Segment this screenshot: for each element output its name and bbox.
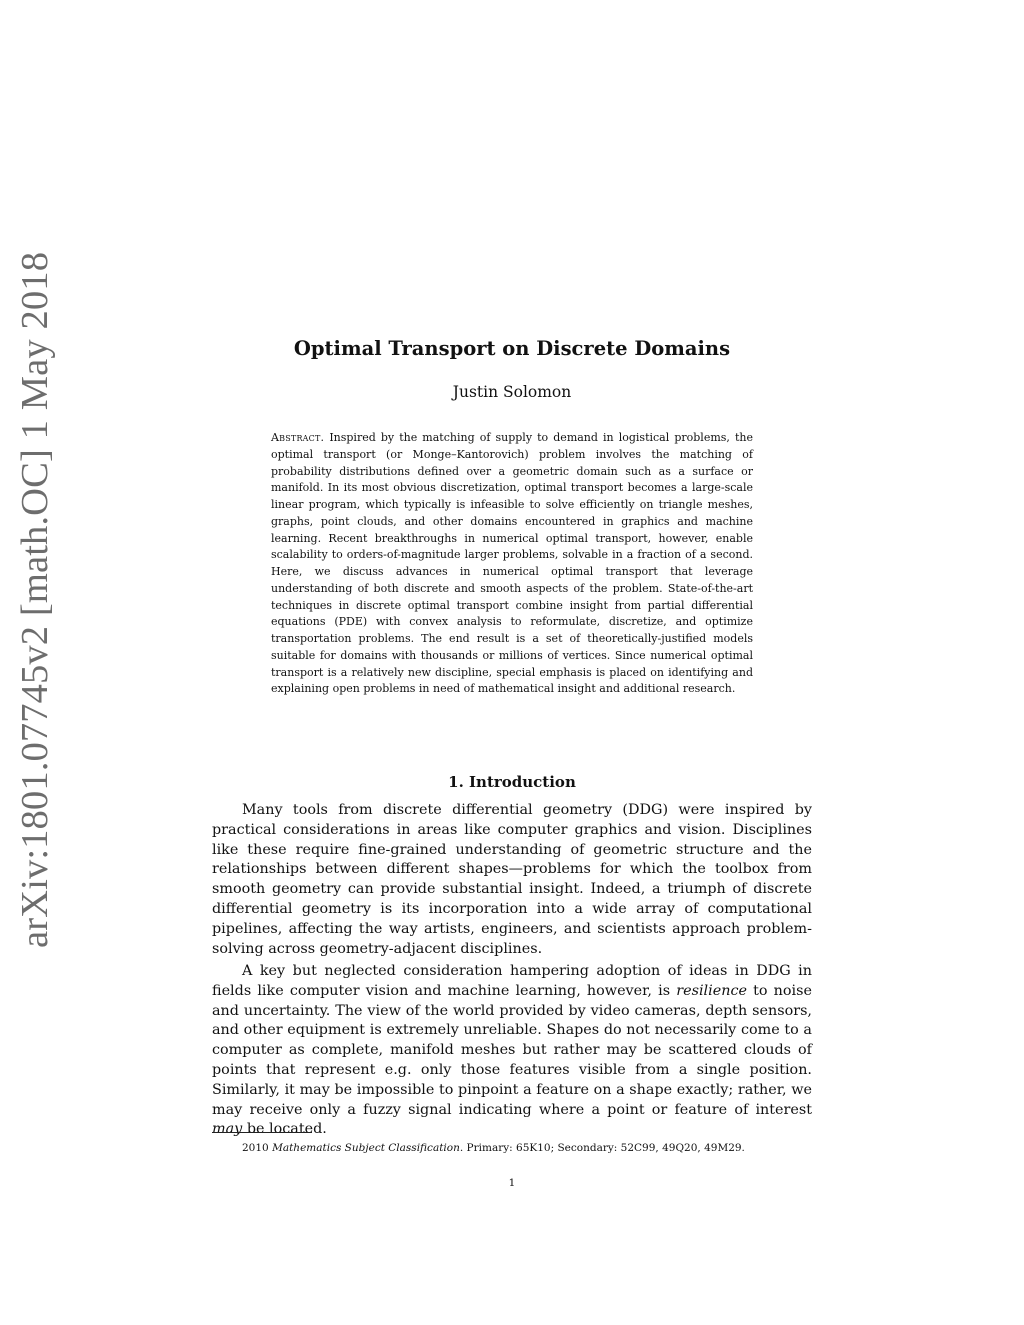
para2-text-middle: to noise and uncertainty. The view of the world provided by video cameras, depth sensors, and other equipment is extremely unreliable. Shapes do not necessarily come to a computer as complete, manifold meshes but rather may be scattered clouds of points that represent e.g. only those features visible from a single position. Similarly, it may be impossible to pinpoint a feature on a shape exactly; rather, we may receive only a fuzzy signal indicating where a point or feature of interest [212,982,812,1118]
page-number: 1 [508,1177,516,1189]
footnote-rule [212,1132,312,1133]
footnote-msc [212,1140,812,1156]
section-heading-introduction: 1. Introduction [448,773,576,791]
abstract-text: Inspired by the matching of supply to demand in logistical problems, the optimal transport (or Monge–Kantorovich) problem involves the matching of probability distributions defined over a geometric domain such as a surface or manifold. In its most obvious discretization, optimal transport becomes a large-scale linear program, which typically is infeasible to solve efficiently on triangle meshes, graphs, point clouds, and other domains encountered in graphics and machine learning. Recent breakthroughs in numerical optimal transport, however, enable scalability to orders-of-magnitude larger problems, solvable in a fraction of a second. Here, we discuss advances in numerical optimal transport that leverage understanding of both discrete and smooth aspects of the problem. State-of-the-art techniques in discrete optimal transport combine insight from partial differential equations (PDE) with convex analysis to reformulate, discretize, and optimize transportation problems. The end result is a set of theoretically-justified models suitable for domains with thousands or millions of vertices. Since numerical optimal transport is a relatively new discipline, special emphasis is placed on identifying and explaining open problems in need of mathematical insight and additional research. [271,431,754,696]
footnote-classification-label: Mathematics Subject Classification. [272,1142,464,1154]
para2-italic-may: may [212,1121,243,1138]
arxiv-identifier-stamp: arXiv:1801.07745v2 [math.OC] 1 May 2018 [14,251,56,948]
para2-italic-resilience: resilience [676,982,747,999]
abstract [271,430,753,698]
intro-paragraph-1: Many tools from discrete differential geometry (DDG) were inspired by practical considerations in areas like computer graphics and vision. Disciplines like these require fine-grained understanding of geometric structure and the relationships between different shapes—problems for which the toolbox from smooth geometry can provide substantial insight. Indeed, a triumph of discrete differential geometry is its incorporation into a wide array of computational pipelines, affecting the way artists, engineers, and scientists approach problem-solving across geometry-adjacent disciplines. [212,802,812,957]
para2-text-start: A key but neglected consideration hampering adoption of ideas in DDG in fields like computer vision and machine learning, however, is [212,963,812,999]
abstract-label: Abstract. [271,431,325,444]
author-name: Justin Solomon [452,383,572,401]
footnote-year: 2010 [242,1142,269,1154]
footnote-codes: Primary: 65K10; Secondary: 52C99, 49Q20, 49M29. [466,1142,745,1154]
paper-title: Optimal Transport on Discrete Domains [293,337,731,360]
para2-text-end: be located. [242,1121,327,1138]
intro-paragraph-2 [212,962,812,1140]
